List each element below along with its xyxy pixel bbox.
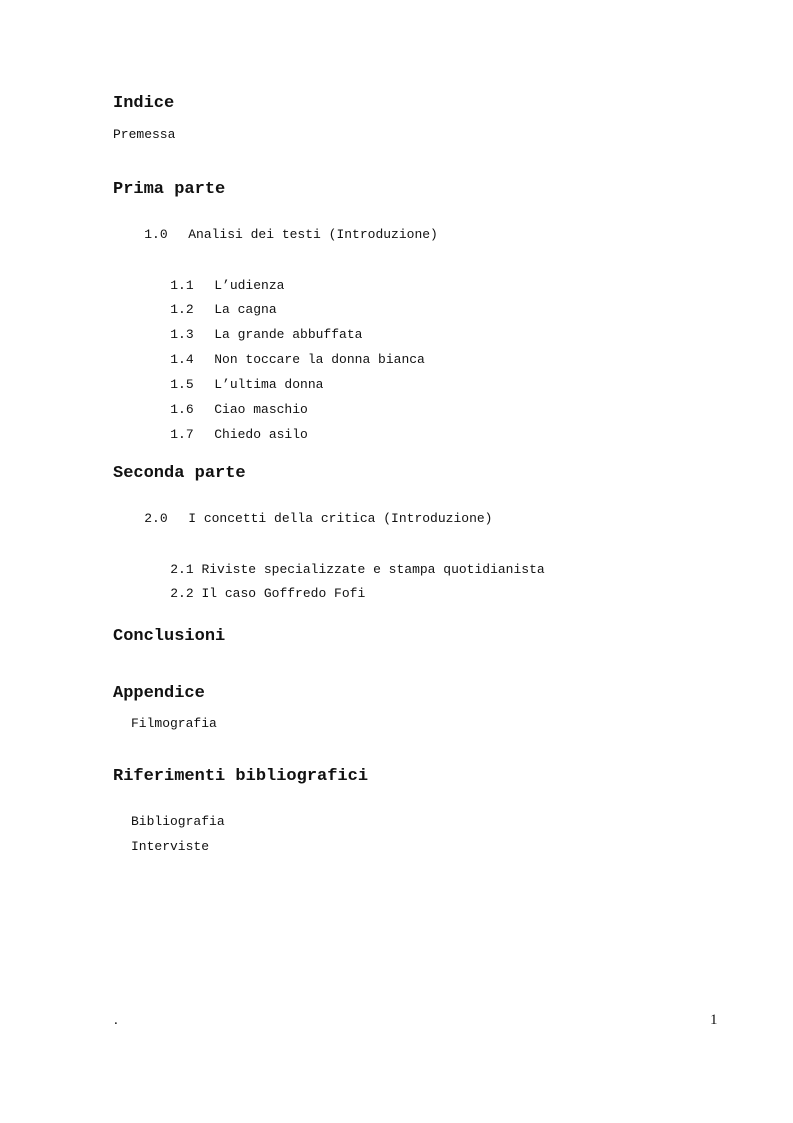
entry-number: 1.7 [170, 427, 194, 442]
entry-number: 2.2 [170, 586, 194, 601]
toc-entry [139, 411, 308, 459]
entry-number: 1.3 [170, 327, 194, 342]
footer-mark: . [114, 1012, 118, 1028]
entry-number: 1.5 [170, 377, 194, 392]
entry-label: L’ultima donna [214, 377, 324, 392]
entry-label: Riviste specializzate e stampa quotidianista [201, 562, 545, 577]
toc-entry-interviste: Interviste [131, 839, 210, 854]
part1-intro-entry [113, 211, 438, 259]
entry-number: 2.0 [144, 511, 168, 526]
entry-label: La grande abbuffata [214, 327, 363, 342]
entry-label: Ciao maschio [214, 402, 308, 417]
conclusions-heading: Conclusioni [113, 627, 226, 646]
entry-number: 1.2 [170, 302, 194, 317]
part2-heading: Seconda parte [113, 464, 246, 483]
part2-intro-entry [113, 495, 492, 543]
entry-label: La cagna [214, 302, 277, 317]
entry-number: 1.1 [170, 278, 194, 293]
entry-label: Analisi dei testi (Introduzione) [188, 227, 438, 242]
entry-label: Chiedo asilo [214, 427, 308, 442]
page-number: 1 [710, 1012, 718, 1028]
toc-entry [139, 570, 365, 618]
toc-title: Indice [113, 94, 175, 113]
entry-number: 2.1 [170, 562, 194, 577]
toc-entry-premessa: Premessa [113, 127, 176, 142]
toc-entry-bibliografia: Bibliografia [131, 814, 225, 829]
appendix-heading: Appendice [113, 684, 205, 703]
entry-label: L’udienza [214, 278, 285, 293]
entry-number: 1.0 [144, 227, 168, 242]
entry-number: 1.4 [170, 352, 194, 367]
toc-entry-filmografia: Filmografia [131, 716, 217, 731]
entry-label: Non toccare la donna bianca [214, 352, 425, 367]
entry-label: I concetti della critica (Introduzione) [188, 511, 493, 526]
references-heading: Riferimenti bibliografici [113, 767, 369, 786]
entry-label: Il caso Goffredo Fofi [201, 586, 366, 601]
part1-heading: Prima parte [113, 180, 226, 199]
entry-number: 1.6 [170, 402, 194, 417]
